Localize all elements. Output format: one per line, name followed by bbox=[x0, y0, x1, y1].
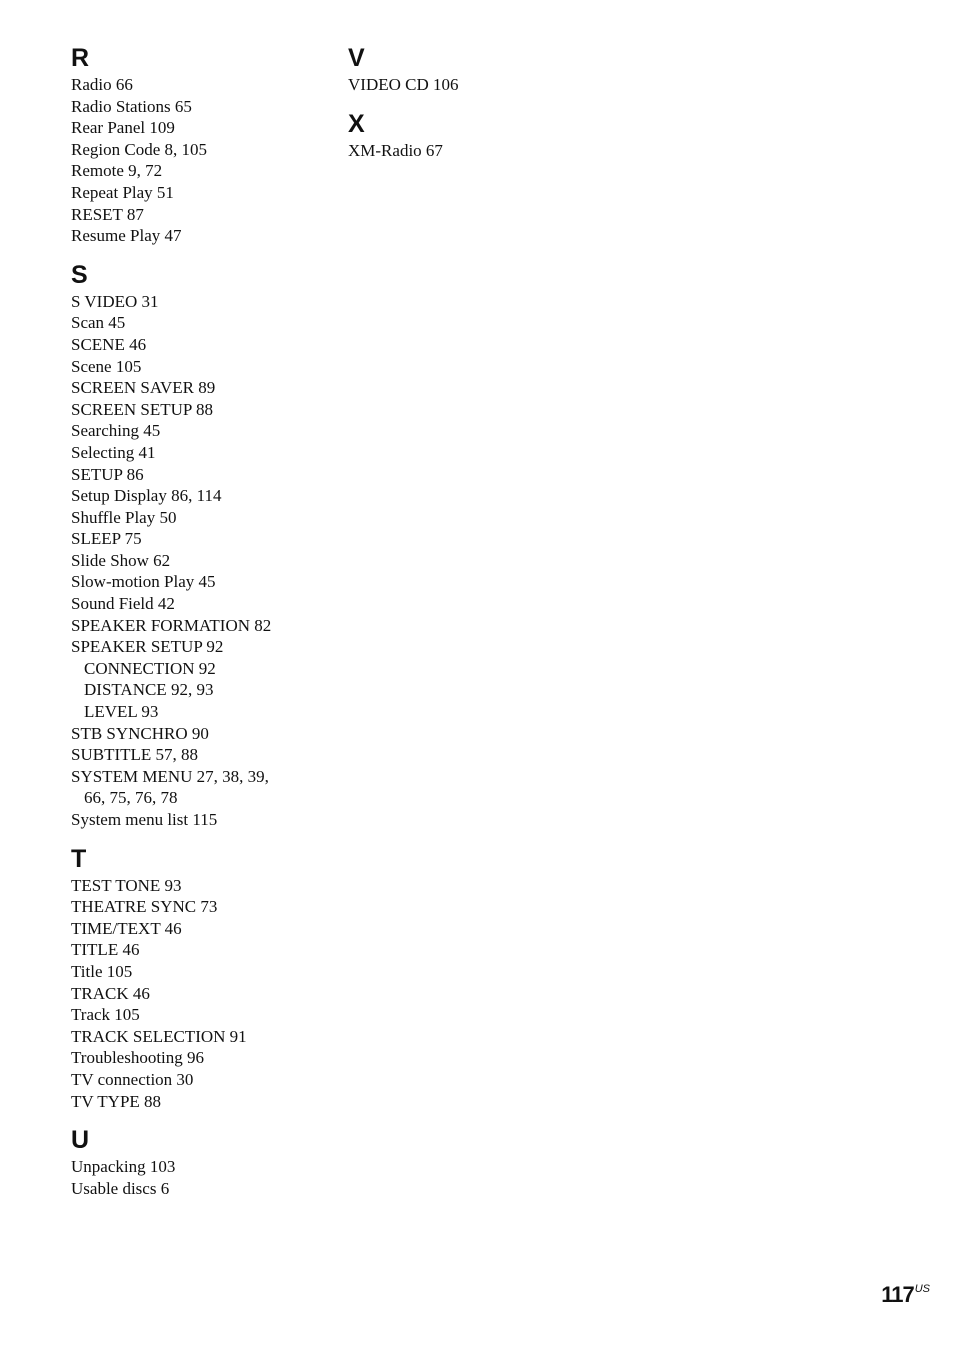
index-entry: TIME/TEXT 46 bbox=[71, 918, 182, 938]
index-entry: Slow-motion Play 45 bbox=[71, 572, 216, 592]
index-entry: TITLE 46 bbox=[71, 940, 140, 960]
index-section-t bbox=[71, 841, 331, 1113]
index-subentry: DISTANCE 92, 93 bbox=[84, 680, 214, 700]
index-entry: Title 105 bbox=[71, 961, 133, 981]
index-entry: Troubleshooting 96 bbox=[71, 1048, 205, 1068]
index-entry: S VIDEO 31 bbox=[71, 291, 159, 311]
section-letter: U bbox=[71, 1126, 90, 1155]
section-letter: T bbox=[71, 844, 87, 873]
index-section-x bbox=[348, 106, 608, 162]
index-section-s bbox=[71, 257, 331, 831]
section-letter: V bbox=[348, 44, 365, 72]
index-entry: TV connection 30 bbox=[71, 1069, 194, 1089]
index-entry: SCENE 46 bbox=[71, 334, 147, 354]
index-entry: RESET 87 bbox=[71, 204, 144, 224]
index-entry: STB SYNCHRO 90 bbox=[71, 723, 209, 743]
index-entry: SYSTEM MENU 27, 38, 39, bbox=[71, 766, 269, 786]
index-entry: Slide Show 62 bbox=[71, 550, 171, 570]
index-entry: THEATRE SYNC 73 bbox=[71, 897, 218, 917]
index-entry: Track 105 bbox=[71, 1005, 140, 1025]
index-entry: TRACK SELECTION 91 bbox=[71, 1026, 247, 1046]
index-entry: Remote 9, 72 bbox=[71, 161, 163, 181]
index-subentry: 66, 75, 76, 78 bbox=[84, 788, 178, 808]
index-entry: Shuffle Play 50 bbox=[71, 507, 177, 527]
index-entry: TV TYPE 88 bbox=[71, 1091, 162, 1111]
index-entry: Region Code 8, 105 bbox=[71, 139, 207, 159]
index-section-v bbox=[348, 40, 608, 96]
index-section-r bbox=[71, 40, 331, 247]
index-entry: Rear Panel 109 bbox=[71, 118, 175, 138]
index-entry: SLEEP 75 bbox=[71, 529, 142, 549]
index-entry: Radio Stations 65 bbox=[71, 96, 192, 116]
index-entry: System menu list 115 bbox=[71, 810, 218, 829]
index-column-right bbox=[348, 40, 608, 161]
index-entry: VIDEO CD 106 bbox=[348, 75, 459, 94]
page-number-value: 117 bbox=[881, 1282, 914, 1307]
index-entry: SCREEN SETUP 88 bbox=[71, 399, 214, 419]
index-entry: SCREEN SAVER 89 bbox=[71, 378, 216, 398]
section-letter: S bbox=[71, 260, 88, 289]
index-entry: SETUP 86 bbox=[71, 464, 144, 484]
index-entry: Selecting 41 bbox=[71, 442, 156, 462]
index-entry: Unpacking 103 bbox=[71, 1157, 176, 1177]
index-entry: SUBTITLE 57, 88 bbox=[71, 745, 199, 765]
page-region-suffix: US bbox=[914, 1283, 930, 1295]
page-number bbox=[881, 1282, 930, 1308]
index-entry: SPEAKER SETUP 92 bbox=[71, 637, 224, 657]
index-entry: Searching 45 bbox=[71, 421, 161, 441]
section-letter: R bbox=[71, 44, 90, 72]
index-entry: TEST TONE 93 bbox=[71, 875, 182, 895]
index-entry: Sound Field 42 bbox=[71, 594, 175, 614]
index-entry: Repeat Play 51 bbox=[71, 182, 174, 202]
index-column-left bbox=[71, 40, 331, 1199]
index-entry: Setup Display 86, 114 bbox=[71, 486, 222, 506]
index-entry: XM-Radio 67 bbox=[348, 140, 443, 160]
index-subentry: CONNECTION 92 bbox=[84, 658, 216, 678]
section-letter: X bbox=[348, 109, 365, 138]
index-subentry: LEVEL 93 bbox=[84, 702, 159, 722]
index-entry: Scene 105 bbox=[71, 356, 142, 376]
index-entry: TRACK 46 bbox=[71, 983, 150, 1003]
index-entry: Radio 66 bbox=[71, 75, 133, 94]
index-entry: Scan 45 bbox=[71, 313, 126, 333]
index-section-u bbox=[71, 1122, 331, 1199]
index-entry: Usable discs 6 bbox=[71, 1178, 170, 1198]
index-entry: SPEAKER FORMATION 82 bbox=[71, 615, 272, 635]
index-entry: Resume Play 47 bbox=[71, 226, 182, 246]
